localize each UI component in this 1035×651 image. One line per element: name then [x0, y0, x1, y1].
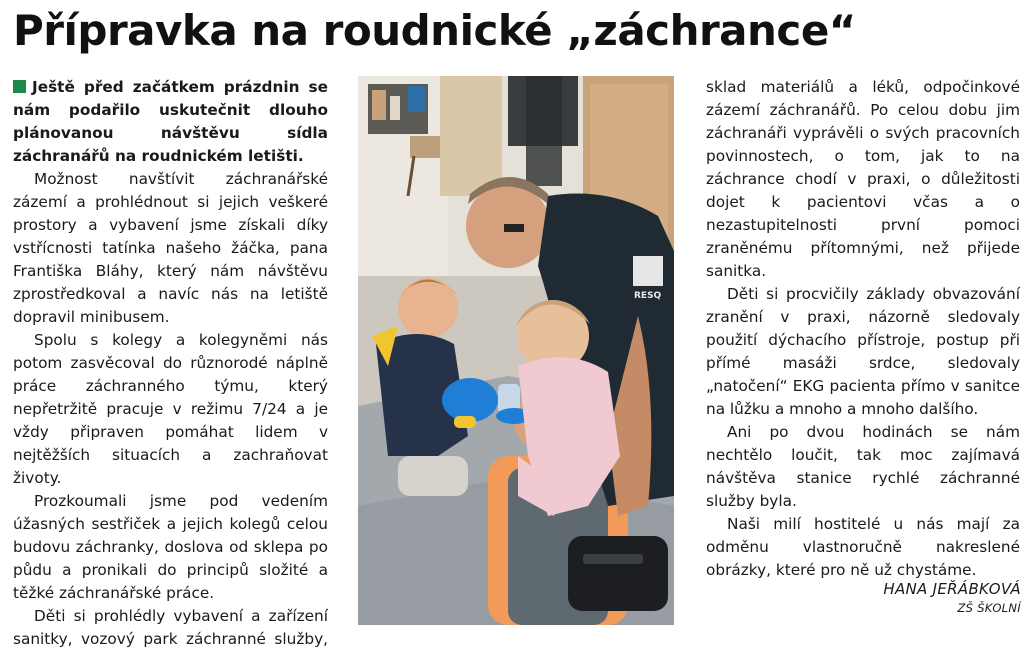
body-paragraph: Spolu s kolegy a kolegyněmi nás potom zasvěcoval do různorodé náplně práce záchranného týmu, který nepřetržitě pracuje v režimu 7/24 a je vždy připraven pomáhat lidem v nejtěžších situacích a zachraňovat životy.: [13, 331, 328, 487]
body-paragraph: Naši milí hostitelé u nás mají za odměnu vlastnoručně nakreslené obrázky, které pro ně už chystáme.: [706, 515, 1020, 579]
body-paragraph: Ani po dvou hodinách se nám nechtělo loučit, tak moc zajímavá návštěva stanice rychlé záchranné služby byla.: [706, 423, 1020, 510]
green-square-bullet-icon: [13, 80, 26, 93]
lead-paragraph: [13, 76, 328, 168]
body-paragraph: Prozkoumali jsme pod vedením úžasných sestřiček a jejich kolegů celou budovu záchranky, doslova od sklepa po půdu a pronikali do principů složité a těžké záchranářské práce.: [13, 492, 328, 602]
article-column-left: [13, 76, 328, 651]
author-school: ZŠ ŠKOLNÍ: [957, 601, 1021, 615]
article-column-right: [706, 76, 1020, 582]
shirt-print: RESQ: [634, 291, 662, 301]
body-paragraph: Děti si procvičily základy obvazování zranění v praxi, názorně sledovaly použití dýchacího přístroje, postup při přímé masáži srdce, sledovaly „natočení“ EKG pacienta přímo v sanitce na lůžku a mnoho a mnoho dalšího.: [706, 285, 1020, 418]
byline: [883, 578, 1021, 616]
body-paragraph: Možnost navštívit záchranářské zázemí a prohlédnout si jejich veškeré prostory a vybavení jsme získali díky vstřícnosti tatínka našeho žáčka, pana Františka Bláhy, který nám návštěvu zprostředkoval a navíc nás na letiště dopravil minibusem.: [13, 170, 328, 326]
photo-illustration: [358, 76, 674, 625]
author-name: HANA JEŘÁBKOVÁ: [883, 580, 1021, 598]
body-paragraph: Děti si prohlédly vybavení a zařízení sanitky, vozový park záchranné služby,: [13, 607, 328, 648]
lead-text: Ještě před začátkem prázdnin se nám podařilo uskutečnit dlouho plánovanou návštěvu sídla záchranářů na roudnickém letišti.: [13, 78, 328, 165]
article-photo: [358, 76, 674, 625]
body-paragraph: sklad materiálů a léků, odpočinkové zázemí záchranářů. Po celou dobu jim záchranáři vyprávěli o svých pracovních povinnostech, o tom, jak to na záchrance chodí v praxi, o důležitosti dojet k pacientovi včas a o nezastupitelnosti první pomoci zraněnému přítomnými, než přijede sanitka.: [706, 78, 1020, 280]
article-title: Přípravka na roudnické „záchrance“: [13, 6, 856, 55]
